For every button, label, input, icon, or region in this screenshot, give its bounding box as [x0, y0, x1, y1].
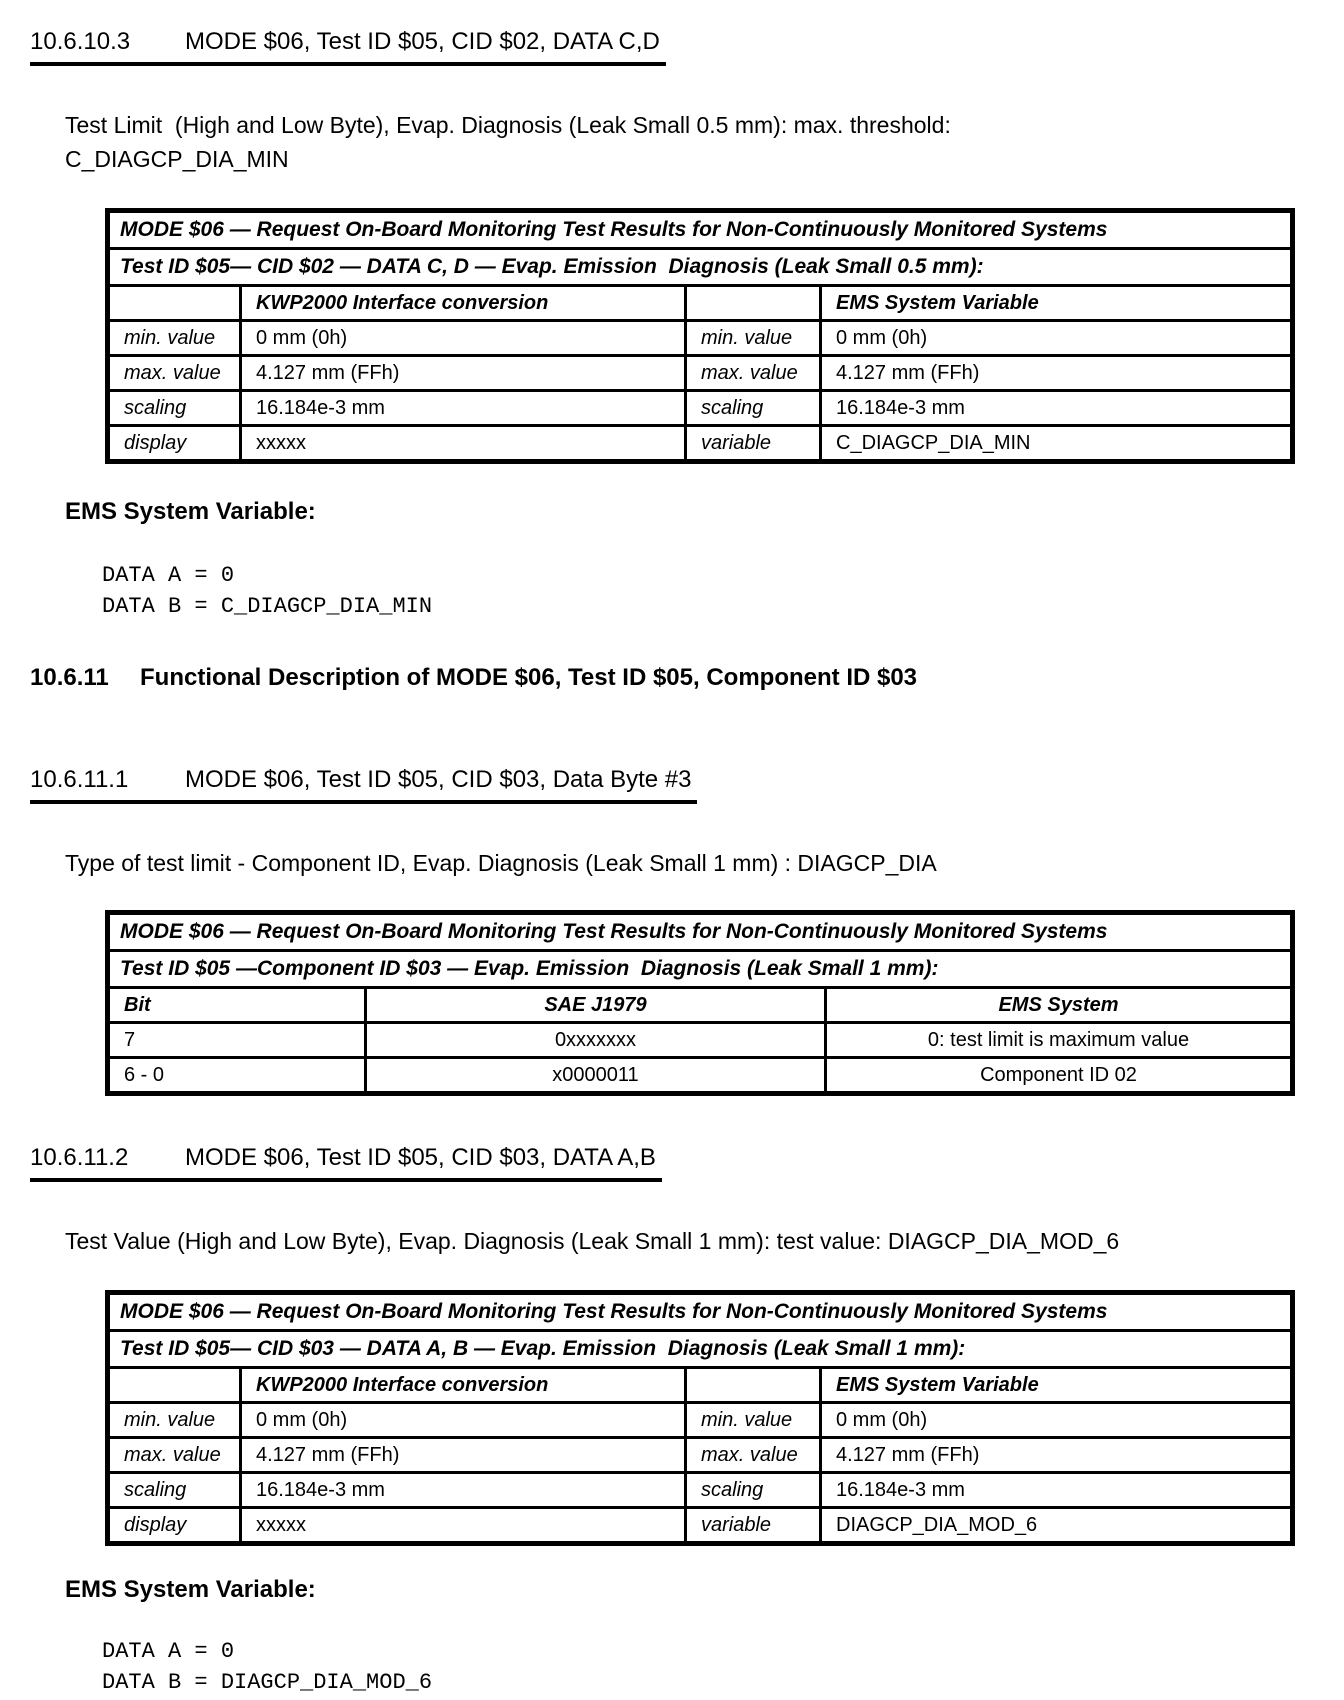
heading-underline-wrap [30, 1144, 662, 1182]
table-row [108, 951, 1293, 988]
row-label: display [108, 426, 241, 462]
table-row [108, 321, 1293, 356]
heading-10-6-11-1 [30, 766, 1314, 804]
table-row [108, 988, 1293, 1023]
table-subtitle-cell: Test ID $05— CID $03 — DATA A, B — Evap. Emission Diagnosis (Leak Small 1 mm): [108, 1331, 1293, 1368]
empty-cell [108, 1368, 241, 1403]
row-value: 0 mm (0h) [821, 1403, 1293, 1438]
heading-underline-wrap [30, 766, 697, 804]
code-line: DATA A = 0 [102, 563, 235, 588]
row-label: scaling [686, 391, 821, 426]
row-label: variable [686, 1508, 821, 1544]
ems-cell: 0: test limit is maximum value [826, 1023, 1293, 1058]
heading-underline-wrap [30, 28, 666, 66]
row-value: xxxxx [241, 426, 686, 462]
column-header-kwp2000: KWP2000 Interface conversion [241, 1368, 686, 1403]
section-number: 10.6.11 [30, 664, 109, 691]
section-number: 10.6.11.1 [30, 766, 129, 793]
row-value: 16.184e-3 mm [241, 391, 686, 426]
row-label: variable [686, 426, 821, 462]
table-subtitle-cell: Test ID $05— CID $02 — DATA C, D — Evap. Emission Diagnosis (Leak Small 0.5 mm): [108, 249, 1293, 286]
table-row [108, 286, 1293, 321]
row-value: 16.184e-3 mm [821, 391, 1293, 426]
table-mode06-cid02-data-cd [105, 208, 1295, 464]
ems-cell: Component ID 02 [826, 1058, 1293, 1094]
row-label: min. value [108, 321, 241, 356]
intro-paragraph-cid03-byte3 [65, 846, 1314, 880]
row-label: scaling [108, 1473, 241, 1508]
row-value: 0 mm (0h) [821, 321, 1293, 356]
table-row [108, 1293, 1293, 1331]
table-row [108, 1403, 1293, 1438]
row-label: display [108, 1508, 241, 1544]
table-row [108, 211, 1293, 249]
paragraph-line: Test Limit (High and Low Byte), Evap. Diagnosis (Leak Small 0.5 mm): max. threshold: [65, 112, 951, 138]
row-label: min. value [686, 1403, 821, 1438]
code-block-cid03 [102, 1636, 1314, 1698]
paragraph-line: C_DIAGCP_DIA_MIN [65, 146, 289, 172]
row-label: scaling [686, 1473, 821, 1508]
column-header-kwp2000: KWP2000 Interface conversion [241, 286, 686, 321]
bit-cell: 7 [108, 1023, 366, 1058]
empty-cell [686, 1368, 821, 1403]
bit-cell: 6 - 0 [108, 1058, 366, 1094]
paragraph-line: Type of test limit - Component ID, Evap. Diagnosis (Leak Small 1 mm) : DIAGCP_DIA [65, 850, 937, 876]
table-title-cell: MODE $06 — Request On-Board Monitoring Test Results for Non-Continuously Monitored Systems [108, 211, 1293, 249]
section-number: 10.6.10.3 [30, 28, 131, 55]
table-row [108, 391, 1293, 426]
row-value: DIAGCP_DIA_MOD_6 [821, 1508, 1293, 1544]
empty-cell [108, 286, 241, 321]
row-value: 4.127 mm (FFh) [241, 356, 686, 391]
code-block-cid02 [102, 560, 1314, 622]
section-number: 10.6.11.2 [30, 1144, 129, 1171]
row-value: C_DIAGCP_DIA_MIN [821, 426, 1293, 462]
sae-cell: 0xxxxxxx [366, 1023, 826, 1058]
column-header-ems-variable: EMS System Variable [821, 1368, 1293, 1403]
row-value: 4.127 mm (FFh) [821, 356, 1293, 391]
table-title-cell: MODE $06 — Request On-Board Monitoring Test Results for Non-Continuously Monitored Systems [108, 1293, 1293, 1331]
section-title: Functional Description of MODE $06, Test ID $05, Component ID $03 [140, 664, 918, 691]
table-mode06-cid03-data-ab [105, 1290, 1295, 1546]
column-header-bit: Bit [108, 988, 366, 1023]
section-title: MODE $06, Test ID $05, CID $02, DATA C,D [185, 28, 660, 55]
table-row [108, 1058, 1293, 1094]
table-title-cell: MODE $06 — Request On-Board Monitoring Test Results for Non-Continuously Monitored Systems [108, 913, 1293, 951]
table-row [108, 1438, 1293, 1473]
row-value: xxxxx [241, 1508, 686, 1544]
ems-system-variable-heading: EMS System Variable: [65, 1576, 316, 1603]
table-row [108, 1473, 1293, 1508]
empty-cell [686, 286, 821, 321]
paragraph-line: Test Value (High and Low Byte), Evap. Diagnosis (Leak Small 1 mm): test value: DIAGCP_DIA_MOD_6 [65, 1228, 1120, 1254]
table-row [108, 1331, 1293, 1368]
column-header-ems: EMS System [826, 988, 1293, 1023]
row-value: 4.127 mm (FFh) [241, 1438, 686, 1473]
row-label: scaling [108, 391, 241, 426]
row-value: 4.127 mm (FFh) [821, 1438, 1293, 1473]
ems-system-variable-heading: EMS System Variable: [65, 498, 316, 525]
intro-paragraph-cid02 [65, 108, 1314, 176]
row-label: min. value [686, 321, 821, 356]
row-label: max. value [108, 1438, 241, 1473]
code-line: DATA B = C_DIAGCP_DIA_MIN [102, 594, 433, 619]
document-page [30, 28, 1314, 1698]
row-label: max. value [686, 356, 821, 391]
table-row [108, 426, 1293, 462]
intro-paragraph-cid03-data-ab [65, 1224, 1314, 1258]
column-header-ems-variable: EMS System Variable [821, 286, 1293, 321]
table-row [108, 913, 1293, 951]
row-label: max. value [108, 356, 241, 391]
table-row [108, 249, 1293, 286]
table-subtitle-cell: Test ID $05 —Component ID $03 — Evap. Emission Diagnosis (Leak Small 1 mm): [108, 951, 1293, 988]
row-value: 16.184e-3 mm [241, 1473, 686, 1508]
row-value: 0 mm (0h) [241, 321, 686, 356]
row-value: 0 mm (0h) [241, 1403, 686, 1438]
heading-10-6-10-3 [30, 28, 1314, 66]
table-row [108, 1508, 1293, 1544]
table-row [108, 1368, 1293, 1403]
sae-cell: x0000011 [366, 1058, 826, 1094]
section-title: MODE $06, Test ID $05, CID $03, Data Byte #3 [185, 766, 692, 793]
table-row [108, 356, 1293, 391]
row-label: max. value [686, 1438, 821, 1473]
row-label: min. value [108, 1403, 241, 1438]
column-header-sae: SAE J1979 [366, 988, 826, 1023]
row-value: 16.184e-3 mm [821, 1473, 1293, 1508]
code-line: DATA B = DIAGCP_DIA_MOD_6 [102, 1670, 433, 1695]
table-mode06-cid03-byte3 [105, 910, 1295, 1096]
heading-10-6-11 [30, 664, 1314, 692]
section-title: MODE $06, Test ID $05, CID $03, DATA A,B [185, 1144, 656, 1171]
table-row [108, 1023, 1293, 1058]
code-line: DATA A = 0 [102, 1639, 235, 1664]
heading-10-6-11-2 [30, 1144, 1314, 1182]
